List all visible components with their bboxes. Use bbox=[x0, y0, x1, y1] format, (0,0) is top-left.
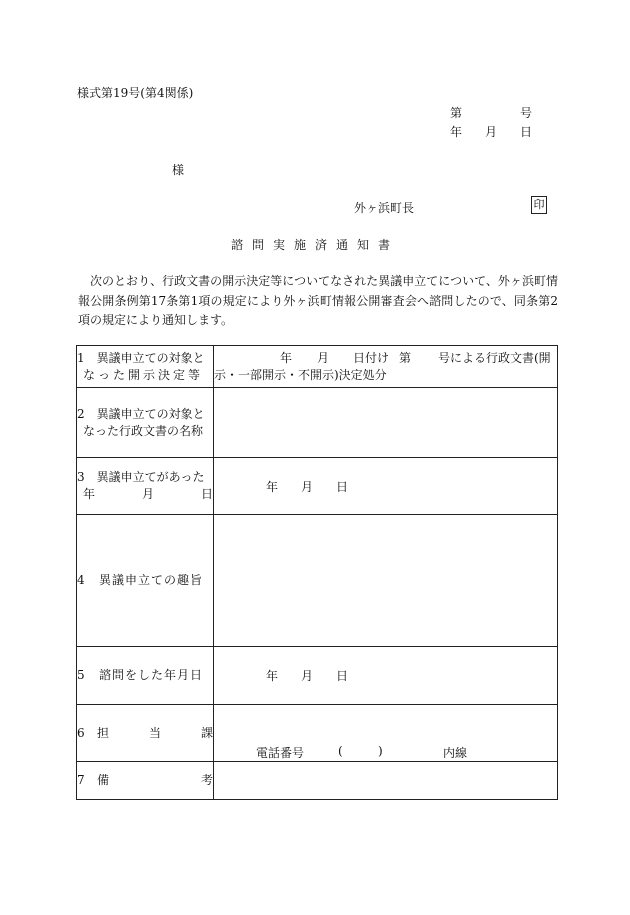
label-line bbox=[77, 725, 213, 742]
label-line bbox=[77, 486, 213, 503]
label-text: なった開示決定等 bbox=[83, 367, 204, 382]
notice-table bbox=[76, 345, 558, 800]
table-row bbox=[77, 346, 558, 388]
doc-number-suffix: 号 bbox=[519, 106, 532, 120]
label-year: 年 bbox=[83, 487, 96, 501]
doc-number-label: 第 bbox=[450, 106, 463, 120]
date-month: 月 bbox=[484, 125, 497, 139]
value-day: 日 bbox=[335, 669, 348, 683]
row-label-document-name bbox=[77, 388, 214, 458]
value-tail: 号による行政文書(開 bbox=[438, 350, 551, 365]
label-char: 考 bbox=[200, 773, 213, 787]
label-month: 月 bbox=[141, 487, 154, 501]
label-line bbox=[77, 572, 213, 589]
row-value-remarks bbox=[214, 762, 558, 800]
value-line: 示・一部開示・不開示)決定処分 bbox=[214, 367, 387, 382]
row-value-inquiry-date bbox=[214, 647, 558, 705]
row-label-appeal-date bbox=[77, 458, 214, 515]
label-text: 諮問をした年月日 bbox=[99, 668, 204, 682]
row-value-document-name bbox=[214, 388, 558, 458]
value-day: 日 bbox=[335, 479, 348, 494]
row-label-department bbox=[77, 705, 214, 762]
label-text: 異議申立ての趣旨 bbox=[99, 573, 204, 587]
sender-name: 外ヶ浜町長 bbox=[354, 201, 415, 215]
value-year: 年 bbox=[266, 669, 279, 683]
value-number: 第 bbox=[399, 350, 412, 365]
label-text bbox=[95, 772, 213, 789]
row-label-disclosure-decision bbox=[77, 346, 214, 388]
label-line bbox=[77, 772, 213, 789]
date-year: 年 bbox=[450, 125, 463, 139]
label-char: 備 bbox=[97, 773, 110, 787]
document-date bbox=[450, 123, 532, 140]
value-line bbox=[214, 350, 557, 367]
table-row bbox=[77, 647, 558, 705]
row-value-department bbox=[214, 705, 558, 762]
row-label-inquiry-date bbox=[77, 647, 214, 705]
table-row bbox=[77, 515, 558, 647]
extension-label: 内線 bbox=[443, 746, 468, 760]
label-line: 3 異議申立てがあった bbox=[77, 470, 205, 484]
row-number: 5 bbox=[77, 668, 85, 682]
table-row bbox=[77, 762, 558, 800]
table-row bbox=[77, 388, 558, 458]
date-fill bbox=[266, 667, 348, 684]
label-line: 1 異議申立ての対象と bbox=[77, 350, 205, 365]
value-month: 月 bbox=[300, 479, 313, 494]
value-month: 月 bbox=[317, 350, 330, 365]
seal-mark: 印 bbox=[531, 196, 547, 214]
label-char: 担 bbox=[97, 725, 110, 740]
label-line bbox=[77, 667, 213, 684]
value-year: 年 bbox=[266, 479, 279, 494]
row-label-appeal-purpose bbox=[77, 515, 214, 647]
table-row bbox=[77, 705, 558, 762]
row-value-disclosure-decision bbox=[214, 346, 558, 388]
label-line bbox=[77, 367, 213, 384]
label-line: 2 異議申立ての対象と bbox=[77, 406, 205, 421]
label-day: 日 bbox=[200, 487, 213, 501]
label-char: 当 bbox=[148, 725, 161, 740]
label-text bbox=[95, 725, 213, 742]
row-number: 4 bbox=[77, 573, 85, 587]
row-label-remarks bbox=[77, 762, 214, 800]
document-title: 諮問実施済通知書 bbox=[230, 238, 399, 252]
document-number bbox=[450, 104, 532, 121]
paren-open: ( bbox=[338, 744, 343, 758]
row-number: 6 bbox=[77, 725, 85, 740]
table-row bbox=[77, 458, 558, 515]
value-dated: 日付け bbox=[353, 350, 390, 365]
phone-line bbox=[214, 744, 557, 761]
phone-label: 電話番号 bbox=[256, 746, 305, 760]
paren-close: ) bbox=[378, 744, 383, 758]
row-value-appeal-purpose bbox=[214, 515, 558, 647]
addressee: 様 bbox=[172, 163, 185, 177]
date-day: 日 bbox=[519, 125, 532, 139]
row-number: 7 bbox=[77, 773, 85, 787]
date-fill bbox=[266, 478, 348, 495]
value-month: 月 bbox=[300, 669, 313, 683]
body-text: 次のとおり、行政文書の開示決定等についてなされた異議申立てについて、外ヶ浜町情報公開条例第17条第1項の規定により外ヶ浜町情報公開審査会へ諮問したので、同条第2項の規定により通知します。 bbox=[78, 274, 558, 327]
row-value-appeal-date bbox=[214, 458, 558, 515]
form-number: 様式第19号(第4関係) bbox=[77, 86, 194, 100]
label-line: なった行政文書の名称 bbox=[83, 423, 204, 438]
label-char: 課 bbox=[200, 725, 213, 740]
value-year: 年 bbox=[280, 350, 293, 365]
